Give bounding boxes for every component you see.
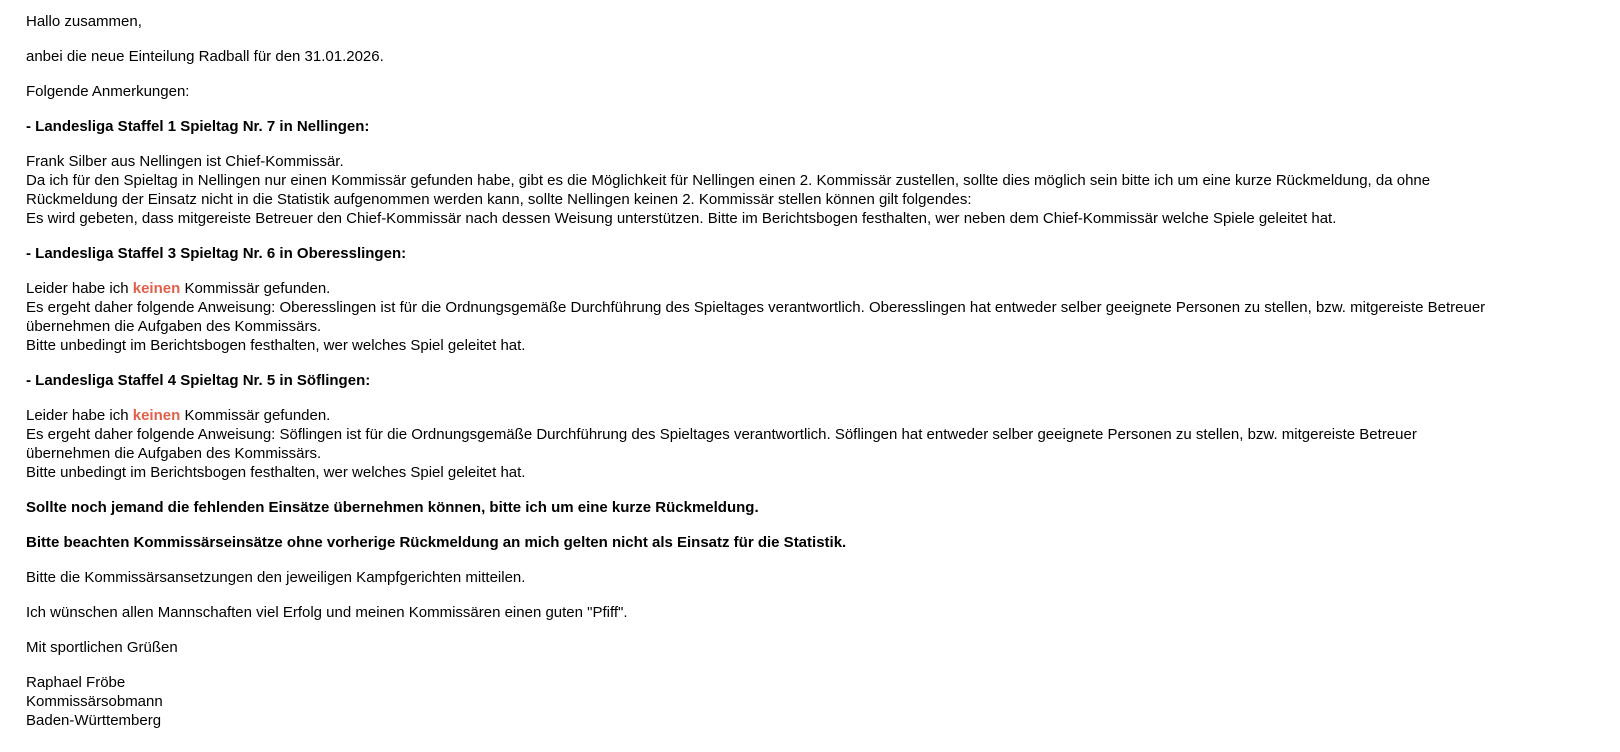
signature xyxy=(26,673,1620,730)
text-run: Baden-Württemberg xyxy=(26,712,162,729)
text-line xyxy=(26,317,1620,336)
text-run: übernehmen die Aufgaben des Kommissärs. xyxy=(26,445,322,462)
text-line xyxy=(26,117,1620,136)
text-run: Es wird gebeten, dass mitgereiste Betreuer den Chief-Kommissär nach dessen Weisung unterstützen. Bitte im Berichtsbogen festhalten, wer neben dem Chief-Kommissär welche Spiele geleitet hat. xyxy=(26,210,1337,227)
text-run: Leider habe ich xyxy=(26,407,133,424)
text-line xyxy=(26,371,1620,390)
text-run: Hallo zusammen, xyxy=(26,13,142,30)
text-line xyxy=(26,638,1620,657)
paragraph xyxy=(26,406,1620,482)
paragraph xyxy=(26,12,1620,31)
text-run: Frank Silber aus Nellingen ist Chief-Kommissär. xyxy=(26,153,344,170)
text-run: Kommissär gefunden. xyxy=(180,407,331,424)
text-line xyxy=(26,444,1620,463)
paragraph xyxy=(26,568,1620,587)
section-heading xyxy=(26,244,1620,263)
text-line xyxy=(26,12,1620,31)
text-run: anbei die neue Einteilung Radball für den 31.01.2026. xyxy=(26,48,384,65)
text-line xyxy=(26,171,1620,190)
text-run: Bitte unbedingt im Berichtsbogen festhalten, wer welches Spiel geleitet hat. xyxy=(26,464,526,481)
text-run: Da ich für den Spieltag in Nellingen nur einen Kommissär gefunden habe, gibt es die Möglichkeit für Nellingen einen 2. Kommissär zustellen, sollte dies möglich sein bitte ich um eine kurze Rückmeldung, da ohne xyxy=(26,172,1431,189)
paragraph xyxy=(26,279,1620,355)
text-line xyxy=(26,152,1620,171)
text-line xyxy=(26,463,1620,482)
text-run: Kommissär gefunden. xyxy=(180,280,331,297)
paragraph xyxy=(26,603,1620,622)
emphasis-keinen: keinen xyxy=(132,280,181,297)
text-run: übernehmen die Aufgaben des Kommissärs. xyxy=(26,318,322,335)
text-line xyxy=(26,298,1620,317)
text-line xyxy=(26,209,1620,228)
text-run: Es ergeht daher folgende Anweisung: Oberesslingen ist für die Ordnungsgemäße Durchführung des Spieltages verantwortlich. Oberesslingen hat entweder selber geeignete Personen zu stellen, bzw. mitgereiste Betreuer xyxy=(26,299,1486,316)
text-run: - Landesliga Staffel 1 Spieltag Nr. 7 in Nellingen: xyxy=(26,118,370,135)
text-run: Raphael Fröbe xyxy=(26,674,126,691)
emphasis-keinen: keinen xyxy=(132,407,181,424)
text-run: Es ergeht daher folgende Anweisung: Söflingen ist für die Ordnungsgemäße Durchführung des Spieltages verantwortlich. Söflingen hat entweder selber geeignete Personen zu stellen, bzw. mitgereiste Betreuer xyxy=(26,426,1417,443)
text-line xyxy=(26,603,1620,622)
text-line xyxy=(26,498,1620,517)
text-run: Sollte noch jemand die fehlenden Einsätze übernehmen können, bitte ich um eine kurze Rückmeldung. xyxy=(26,499,759,516)
text-run: Leider habe ich xyxy=(26,280,133,297)
text-run: Folgende Anmerkungen: xyxy=(26,83,190,100)
text-run: Bitte unbedingt im Berichtsbogen festhalten, wer welches Spiel geleitet hat. xyxy=(26,337,526,354)
text-line xyxy=(26,406,1620,425)
text-line xyxy=(26,673,1620,692)
text-run: - Landesliga Staffel 4 Spieltag Nr. 5 in Söflingen: xyxy=(26,372,371,389)
text-run: Mit sportlichen Grüßen xyxy=(26,639,178,656)
text-line xyxy=(26,533,1620,552)
text-line xyxy=(26,425,1620,444)
section-heading xyxy=(26,117,1620,136)
text-line xyxy=(26,711,1620,730)
text-run: - Landesliga Staffel 3 Spieltag Nr. 6 in Oberesslingen: xyxy=(26,245,407,262)
paragraph xyxy=(26,47,1620,66)
text-line xyxy=(26,279,1620,298)
text-line xyxy=(26,82,1620,101)
paragraph xyxy=(26,638,1620,657)
text-line xyxy=(26,190,1620,209)
section-heading xyxy=(26,498,1620,517)
paragraph xyxy=(26,82,1620,101)
text-line xyxy=(26,244,1620,263)
paragraph xyxy=(26,152,1620,228)
section-heading xyxy=(26,533,1620,552)
text-line xyxy=(26,336,1620,355)
text-line xyxy=(26,47,1620,66)
text-run: Bitte die Kommissärsansetzungen den jeweiligen Kampfgerichten mitteilen. xyxy=(26,569,526,586)
text-line xyxy=(26,692,1620,711)
text-line xyxy=(26,568,1620,587)
text-run: Ich wünschen allen Mannschaften viel Erfolg und meinen Kommissären einen guten "Pfiff". xyxy=(26,604,628,621)
text-run: Bitte beachten Kommissärseinsätze ohne vorherige Rückmeldung an mich gelten nicht als Einsatz für die Statistik. xyxy=(26,534,847,551)
text-run: Rückmeldung der Einsatz nicht in die Statistik aufgenommen werden kann, sollte Nellingen keinen 2. Kommissär stellen können gilt folgendes: xyxy=(26,191,972,208)
section-heading xyxy=(26,371,1620,390)
text-run: Kommissärsobmann xyxy=(26,693,163,710)
